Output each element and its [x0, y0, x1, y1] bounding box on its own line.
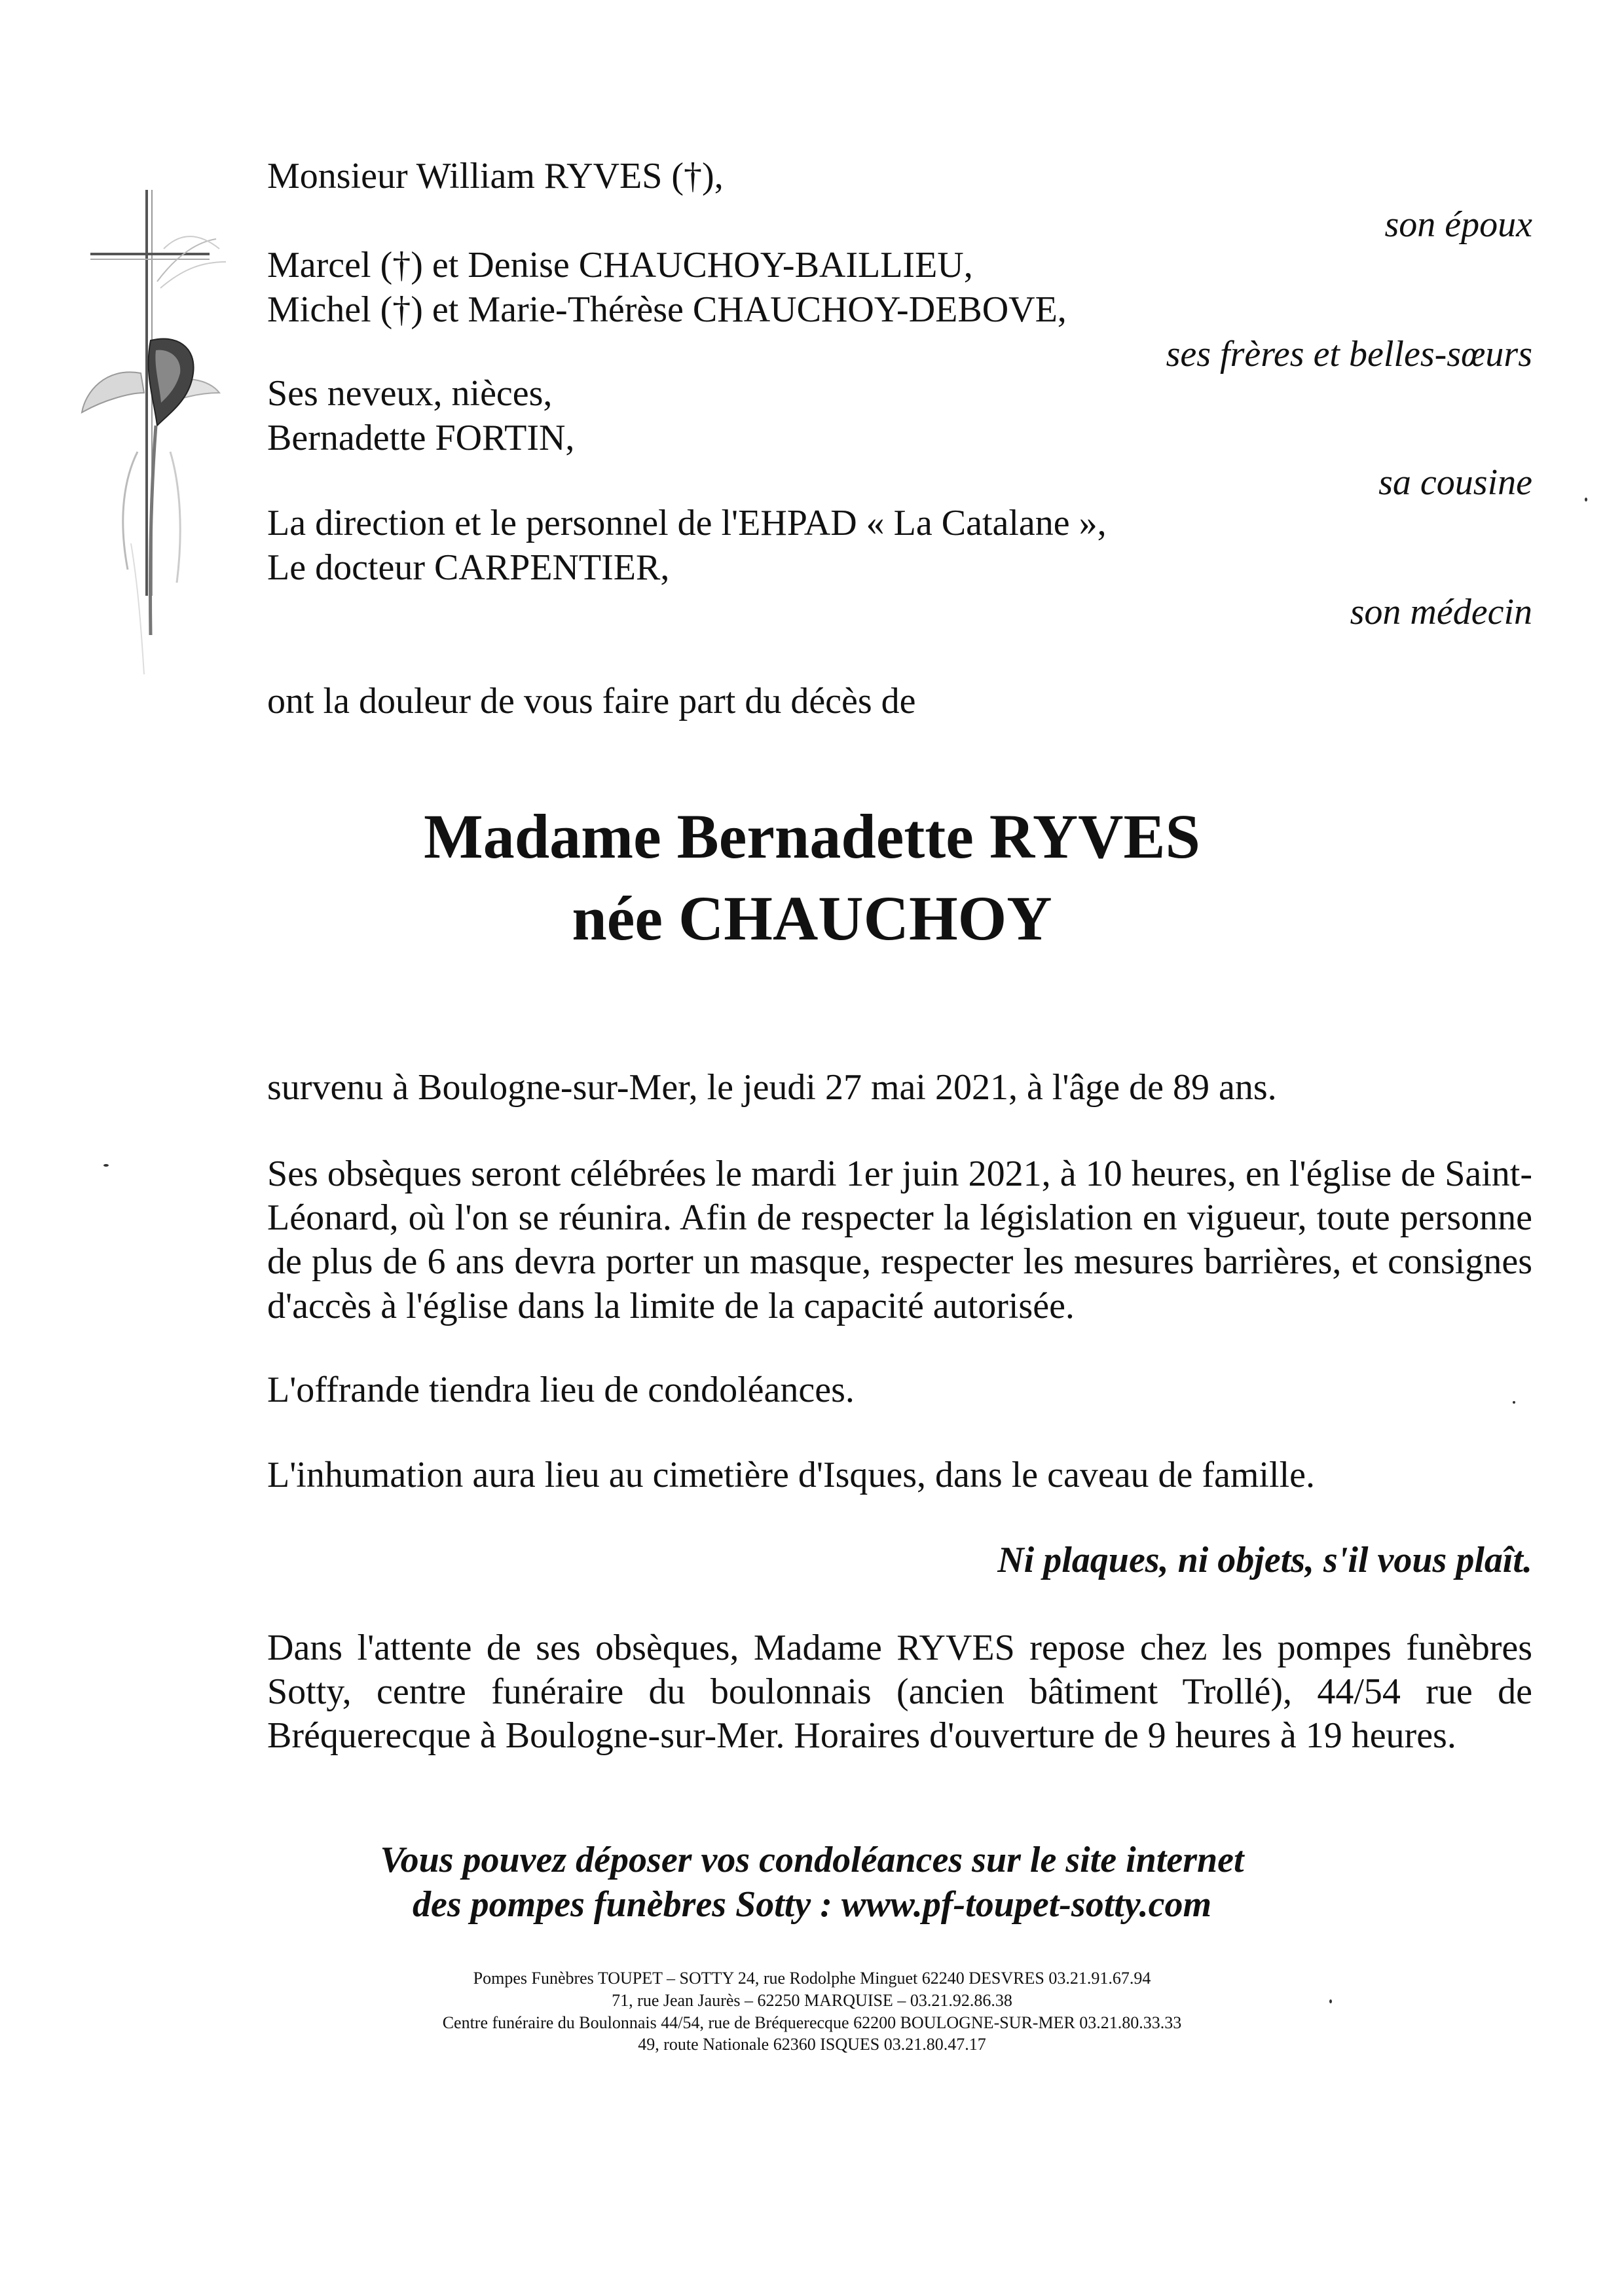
offering-line: L'offrande tiendra lieu de condoléances. [267, 1370, 855, 1410]
role-siblings: ses frères et belles-sœurs [1166, 334, 1532, 374]
footer-line-1: Pompes Funèbres TOUPET – SOTTY 24, rue Rodolphe Minguet 62240 DESVRES 03.21.91.67.94 [473, 1969, 1151, 1988]
cross-lily-icon [79, 177, 236, 687]
condolences-line-2: des pompes funèbres Sotty : www.pf-toupet-sotty.com [413, 1884, 1211, 1925]
family-line-cousin: Bernadette FORTIN, [267, 418, 575, 458]
family-line-brother-2: Michel (†) et Marie-Thérèse CHAUCHOY-DEBOVE, [267, 289, 1067, 330]
repose-paragraph: Dans l'attente de ses obsèques, Madame RYVES repose chez les pompes funèbres Sotty, centre funéraire du boulonnais (ancien bâtiment Trollé), 44/54 rue de Bréquerecque à Boulogne-sur-Mer. Horaires d'ouverture de 9 heures à 19 heures. [267, 1628, 1532, 1757]
role-doctor: son médecin [1350, 592, 1532, 632]
family-line-ehpad: La direction et le personnel de l'EHPAD « La Catalane », [267, 503, 1107, 543]
footer-line-3: Centre funéraire du Boulonnais 44/54, rue de Bréquerecque 62200 BOULOGNE-SUR-MER 03.21.80.33.33 [442, 2013, 1182, 2032]
footer-line-2: 71, rue Jean Jaurès – 62250 MARQUISE – 03.21.92.86.38 [612, 1990, 1012, 2010]
family-line-nephews: Ses neveux, nièces, [267, 373, 553, 414]
condolences-line-1: Vous pouvez déposer vos condoléances sur le site internet [380, 1840, 1244, 1880]
burial-line: L'inhumation aura lieu au cimetière d'Isques, dans le caveau de famille. [267, 1455, 1315, 1495]
no-plaques-note: Ni plaques, ni objets, s'il vous plaît. [997, 1540, 1532, 1580]
role-husband: son époux [1384, 204, 1532, 245]
funeral-home-footer [0, 1967, 1624, 2056]
deceased-maiden-name: née CHAUCHOY [572, 883, 1052, 953]
family-line-husband: Monsieur William RYVES (†), [267, 156, 724, 196]
scan-speck [1329, 1999, 1332, 2003]
family-line-doctor: Le docteur CARPENTIER, [267, 547, 670, 588]
scan-speck [103, 1164, 109, 1167]
deceased-name: Madame Bernadette RYVES [424, 801, 1200, 871]
footer-line-4: 49, route Nationale 62360 ISQUES 03.21.80.47.17 [638, 2035, 986, 2054]
scan-speck [1585, 498, 1587, 501]
funeral-paragraph: Ses obsèques seront célébrées le mardi 1er juin 2021, à 10 heures, en l'église de Saint-Léonard, où l'on se réunira. Afin de respecter la législation en vigueur, toute personne de plus de 6 ans devra porter un masque, respecter les mesures barrières, et consignes d'accès à l'église dans la limite de la capacité autorisée. [267, 1154, 1532, 1326]
role-cousin: sa cousine [1378, 462, 1532, 503]
scan-speck [1513, 1401, 1515, 1404]
death-details: survenu à Boulogne-sur-Mer, le jeudi 27 mai 2021, à l'âge de 89 ans. [267, 1067, 1277, 1108]
announcement-line: ont la douleur de vous faire part du décès de [267, 681, 916, 721]
family-line-brother-1: Marcel (†) et Denise CHAUCHOY-BAILLIEU, [267, 245, 973, 285]
